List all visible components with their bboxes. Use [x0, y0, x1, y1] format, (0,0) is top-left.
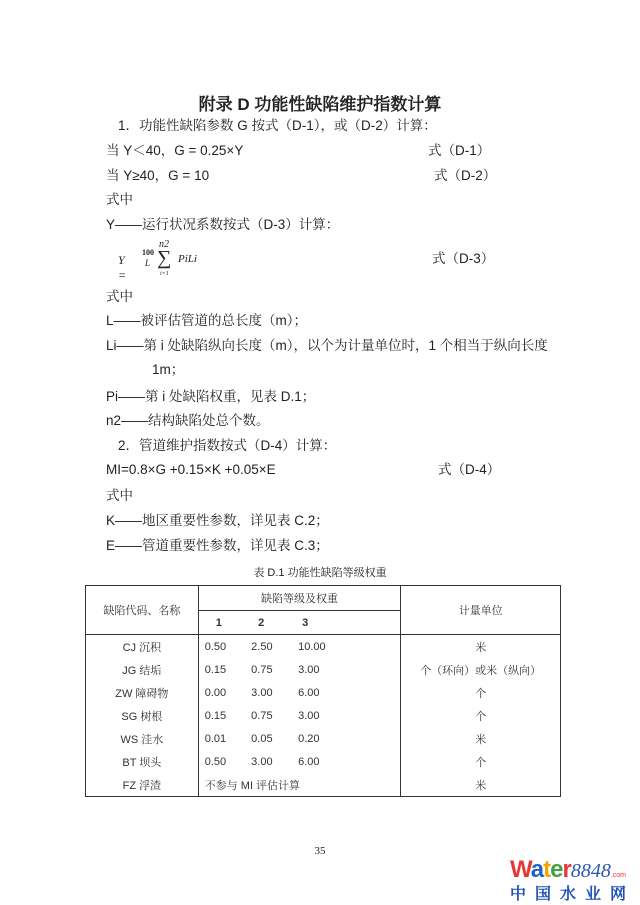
- equation-label: 式（D-4）: [438, 462, 501, 477]
- defect-unit: 个（环向）或米（纵向）: [401, 658, 561, 681]
- defect-weight: 0.15: [198, 658, 242, 681]
- defect-weight: 3.00: [251, 755, 273, 768]
- text-line: 1．功能性缺陷参数 G 按式（D-1），或（D-2）计算：: [118, 118, 437, 133]
- formula-term: PiLi: [178, 253, 197, 265]
- text-line: Y——运行状况系数按式（D-3）计算：: [106, 217, 340, 232]
- header-grade-group: 缺陷等级及权重: [198, 586, 401, 611]
- defect-weight-table: [85, 585, 561, 797]
- defect-weight: 0.75: [251, 709, 273, 722]
- defect-unit: 米: [401, 773, 561, 797]
- formula-lhs: Y =: [118, 253, 127, 282]
- text-line: 2．管道维护指数按式（D-4）计算：: [118, 438, 337, 453]
- defect-weight: 0.50: [198, 750, 242, 773]
- defect-weight: 3.00: [286, 704, 401, 727]
- defect-unit: 米: [401, 727, 561, 750]
- defect-weight: 2.50: [251, 640, 273, 653]
- table-caption: 表 D.1 功能性缺陷等级权重: [253, 567, 387, 579]
- text-line: K——地区重要性参数，详见表 C.2；: [106, 513, 329, 528]
- formula-sum-bottom: i=1: [160, 271, 169, 277]
- formula-frac-num: 100: [142, 248, 154, 257]
- defect-name: WS 洼水: [86, 727, 199, 750]
- watermark-logo: Water8848.com 中国水业网: [510, 856, 636, 903]
- text-line: 式中: [106, 192, 133, 207]
- page-number: 35: [314, 845, 326, 857]
- table-row: [86, 635, 561, 659]
- header-grade: 3: [286, 611, 401, 635]
- defect-weight: 0.00: [198, 681, 242, 704]
- defect-weight: 6.00: [286, 681, 401, 704]
- defect-note: 不参与 MI 评估计算: [198, 773, 401, 797]
- formula-sum-top: n2: [159, 239, 169, 250]
- sigma-icon: ∑: [157, 247, 172, 269]
- defect-weight: 0.50: [198, 635, 242, 659]
- defect-weight: 0.05: [251, 732, 273, 745]
- equation-label: 式（D-1）: [428, 143, 491, 158]
- defect-unit: 个: [401, 750, 561, 773]
- text-line: n2——结构缺陷处总个数。: [106, 413, 270, 428]
- defect-unit: 个: [401, 681, 561, 704]
- header-unit: 计量单位: [401, 586, 561, 635]
- header-grade: 1: [198, 611, 242, 635]
- defect-name: JG 结垢: [86, 658, 199, 681]
- defect-name: BT 坝头: [86, 750, 199, 773]
- defect-weight: 0.01: [198, 727, 242, 750]
- text-line: L——被评估管道的总长度（m）；: [106, 313, 308, 328]
- defect-unit: 个: [401, 704, 561, 727]
- defect-weight: 0.20: [286, 727, 401, 750]
- defect-weight: 6.00: [286, 750, 401, 773]
- formula-frac-den: L: [145, 258, 151, 268]
- text-line: 式中: [106, 289, 133, 304]
- defect-unit: 米: [401, 635, 561, 659]
- table-row: [86, 773, 561, 797]
- table-row: [86, 727, 561, 750]
- table-row: [86, 750, 561, 773]
- equation-label: 式（D-3）: [432, 251, 495, 266]
- text-line: Pi——第 i 处缺陷权重，见表 D.1；: [106, 389, 316, 404]
- defect-weight: 3.00: [251, 686, 273, 699]
- header-grade: 2: [242, 611, 286, 635]
- text-line: E——管道重要性参数，详见表 C.3；: [106, 538, 329, 553]
- table-row: [86, 704, 561, 727]
- equation-label: 式（D-2）: [434, 168, 497, 183]
- defect-weight: 0.75: [251, 663, 273, 676]
- text-line: 1m；: [152, 362, 185, 377]
- text-line: 当 Y≥40，G = 10: [106, 168, 210, 183]
- defect-weight: 0.15: [198, 704, 242, 727]
- page-title: 附录 D 功能性缺陷维护指数计算: [198, 95, 442, 114]
- defect-name: CJ 沉积: [86, 635, 199, 659]
- text-line: MI=0.8×G +0.15×K +0.05×E: [106, 462, 276, 477]
- header-defect-name: 缺陷代码、名称: [86, 586, 199, 635]
- text-line: 式中: [106, 488, 133, 503]
- defect-name: ZW 障碍物: [86, 681, 199, 704]
- defect-name: FZ 浮渣: [86, 773, 199, 797]
- text-line: Li——第 i 处缺陷纵向长度（m），以个为计量单位时，1 个相当于纵向长度: [106, 338, 548, 353]
- defect-name: SG 树根: [86, 704, 199, 727]
- watermark-cn: 中国水业网: [510, 886, 636, 903]
- table-row: [86, 658, 561, 681]
- text-line: 当 Y＜40，G = 0.25×Y: [106, 143, 244, 158]
- defect-weight: 3.00: [286, 658, 401, 681]
- table-row: [86, 681, 561, 704]
- defect-weight: 10.00: [286, 635, 401, 659]
